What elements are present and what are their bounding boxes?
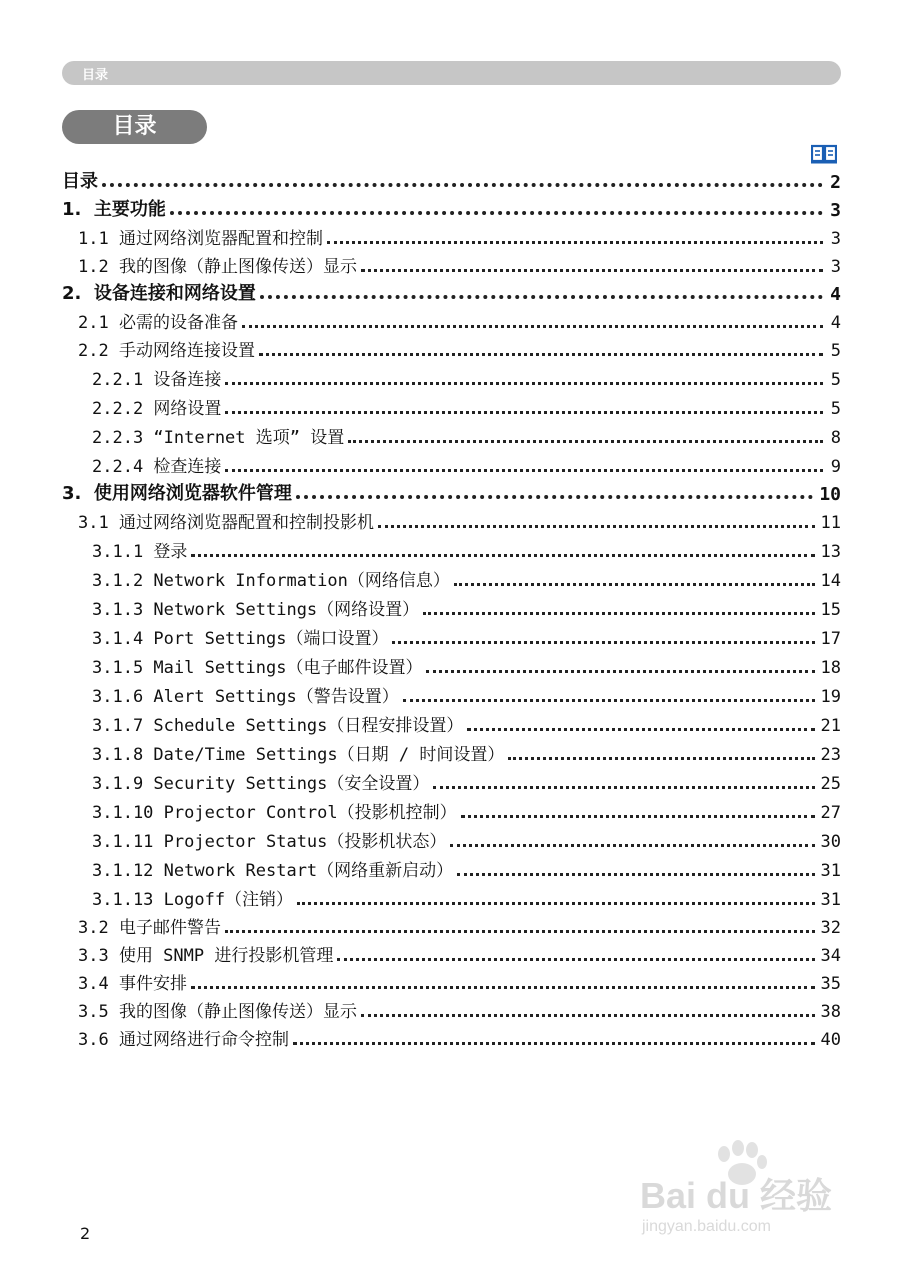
toc-leader-dots	[225, 930, 815, 933]
toc-entry-label: 2.2 手动网络连接设置	[78, 341, 255, 361]
toc-entry-page: 3	[830, 229, 841, 249]
toc-entry[interactable]	[62, 221, 841, 249]
toc-entry-page: 17	[820, 629, 841, 649]
toc-leader-dots	[454, 583, 815, 586]
toc-entry-label: 1.1 通过网络浏览器配置和控制	[78, 229, 323, 249]
toc-entry[interactable]	[62, 620, 841, 649]
toc-entry[interactable]	[62, 591, 841, 620]
toc-entry[interactable]	[62, 938, 841, 966]
toc-leader-dots	[426, 670, 814, 673]
toc-leader-dots	[337, 958, 814, 961]
toc-entry-label: 目录	[62, 171, 98, 192]
toc-entry-label: 3.1.4 Port Settings（端口设置）	[92, 629, 389, 649]
toc-leader-dots	[327, 241, 823, 244]
toc-entry[interactable]	[62, 823, 841, 852]
toc-entry-label: 2.1 必需的设备准备	[78, 313, 238, 333]
toc-entry-page: 2	[830, 172, 841, 193]
header-section-label: 目录	[82, 68, 109, 83]
toc-entry[interactable]	[62, 736, 841, 765]
toc-entry[interactable]	[62, 477, 841, 505]
toc-leader-dots	[170, 211, 823, 215]
toc-entry[interactable]	[62, 277, 841, 305]
toc-entry[interactable]	[62, 305, 841, 333]
toc-entry-page: 4	[830, 313, 841, 333]
toc-entry-page: 38	[820, 1002, 841, 1022]
toc-entry[interactable]	[62, 994, 841, 1022]
toc-entry-page: 21	[820, 716, 841, 736]
toc-entry-page: 9	[830, 457, 841, 477]
toc-entry-label: 2. 设备连接和网络设置	[62, 283, 256, 304]
toc-entry-page: 40	[820, 1030, 841, 1050]
toc-entry-page: 30	[820, 832, 841, 852]
toc-entry[interactable]	[62, 649, 841, 678]
toc-entry-page: 3	[830, 200, 841, 221]
table-of-contents	[62, 165, 841, 1050]
toc-entry-page: 11	[820, 513, 841, 533]
toc-leader-dots	[461, 815, 815, 818]
toc-entry-label: 3.5 我的图像（静止图像传送）显示	[78, 1002, 357, 1022]
toc-entry-page: 25	[820, 774, 841, 794]
toc-entry[interactable]	[62, 361, 841, 390]
watermark	[640, 1140, 840, 1245]
toc-leader-dots	[293, 1042, 815, 1045]
toc-entry-page: 18	[820, 658, 841, 678]
toc-entry-page: 19	[820, 687, 841, 707]
toc-entry-page: 31	[820, 890, 841, 910]
toc-leader-dots	[260, 295, 823, 299]
toc-leader-dots	[102, 183, 823, 187]
toc-entry-label: 3. 使用网络浏览器软件管理	[62, 483, 292, 504]
toc-entry-page: 23	[820, 745, 841, 765]
toc-leader-dots	[242, 325, 823, 328]
toc-entry[interactable]	[62, 794, 841, 823]
toc-entry-page: 31	[820, 861, 841, 881]
toc-leader-dots	[225, 469, 823, 472]
toc-leader-dots	[225, 411, 823, 414]
watermark-main-text: Bai du 经验	[640, 1175, 833, 1216]
toc-entry[interactable]	[62, 333, 841, 361]
toc-leader-dots	[403, 699, 815, 702]
toc-entry[interactable]	[62, 505, 841, 533]
toc-entry-label: 3.1.5 Mail Settings（电子邮件设置）	[92, 658, 423, 678]
toc-leader-dots	[191, 986, 815, 989]
toc-entry-label: 3.1.1 登录	[92, 542, 188, 562]
toc-entry-label: 3.3 使用 SNMP 进行投影机管理	[78, 946, 334, 966]
toc-entry-label: 3.1.11 Projector Status（投影机状态）	[92, 832, 447, 852]
toc-entry[interactable]	[62, 852, 841, 881]
toc-entry[interactable]	[62, 419, 841, 448]
book-icon	[811, 144, 837, 164]
toc-entry-page: 34	[820, 946, 841, 966]
toc-leader-dots	[467, 728, 814, 731]
toc-entry-page: 15	[820, 600, 841, 620]
toc-entry[interactable]	[62, 533, 841, 562]
toc-entry-label: 3.1.10 Projector Control（投影机控制）	[92, 803, 457, 823]
toc-entry-page: 5	[830, 341, 841, 361]
toc-entry[interactable]	[62, 390, 841, 419]
toc-leader-dots	[361, 1014, 815, 1017]
toc-entry-label: 3.1.9 Security Settings（安全设置）	[92, 774, 430, 794]
toc-entry-label: 3.1.8 Date/Time Settings（日期 / 时间设置）	[92, 745, 505, 765]
toc-entry-label: 3.6 通过网络进行命令控制	[78, 1030, 289, 1050]
toc-entry-page: 3	[830, 257, 841, 277]
toc-entry-page: 32	[820, 918, 841, 938]
toc-leader-dots	[423, 612, 814, 615]
toc-entry-label: 3.1.13 Logoff（注销）	[92, 890, 294, 910]
toc-leader-dots	[508, 757, 814, 760]
toc-entry-label: 1. 主要功能	[62, 199, 166, 220]
toc-entry-label: 3.4 事件安排	[78, 974, 187, 994]
toc-entry-page: 8	[830, 428, 841, 448]
toc-entry-label: 2.2.4 检查连接	[92, 457, 222, 477]
toc-entry-page: 5	[830, 370, 841, 390]
header-bar	[62, 61, 841, 85]
toc-leader-dots	[348, 440, 823, 443]
toc-entry-label: 3.1.6 Alert Settings（警告设置）	[92, 687, 399, 707]
toc-leader-dots	[296, 495, 813, 499]
toc-entry-label: 3.1.12 Network Restart（网络重新启动）	[92, 861, 454, 881]
toc-entry-page: 35	[820, 974, 841, 994]
toc-entry-label: 2.2.3 “Internet 选项” 设置	[92, 428, 345, 448]
page-number: 2	[80, 1224, 91, 1243]
toc-leader-dots	[259, 353, 823, 356]
toc-leader-dots	[361, 269, 823, 272]
toc-entry-label: 3.1.7 Schedule Settings（日程安排设置）	[92, 716, 464, 736]
toc-entry-page: 13	[820, 542, 841, 562]
toc-leader-dots	[378, 525, 815, 528]
toc-entry[interactable]	[62, 707, 841, 736]
toc-leader-dots	[450, 844, 814, 847]
toc-entry-page: 27	[820, 803, 841, 823]
toc-entry-label: 2.2.1 设备连接	[92, 370, 222, 390]
toc-entry[interactable]	[62, 678, 841, 707]
toc-entry-label: 3.1.3 Network Settings（网络设置）	[92, 600, 420, 620]
toc-entry-page: 4	[830, 284, 841, 305]
toc-entry[interactable]	[62, 881, 841, 910]
toc-leader-dots	[433, 786, 814, 789]
toc-entry[interactable]	[62, 562, 841, 591]
toc-entry[interactable]	[62, 165, 841, 193]
toc-entry-label: 3.1 通过网络浏览器配置和控制投影机	[78, 513, 374, 533]
watermark-sub-text: jingyan.baidu.com	[642, 1218, 771, 1235]
toc-entry-label: 2.2.2 网络设置	[92, 399, 222, 419]
toc-entry[interactable]	[62, 448, 841, 477]
toc-leader-dots	[225, 382, 823, 385]
toc-entry-page: 14	[820, 571, 841, 591]
toc-entry[interactable]	[62, 1022, 841, 1050]
toc-entry[interactable]	[62, 765, 841, 794]
toc-entry[interactable]	[62, 193, 841, 221]
toc-entry[interactable]	[62, 966, 841, 994]
toc-entry-page: 5	[830, 399, 841, 419]
toc-entry-label: 3.2 电子邮件警告	[78, 918, 221, 938]
toc-leader-dots	[191, 554, 814, 557]
toc-entry-label: 1.2 我的图像（静止图像传送）显示	[78, 257, 357, 277]
toc-leader-dots	[392, 641, 814, 644]
toc-entry[interactable]	[62, 249, 841, 277]
toc-entry-label: 3.1.2 Network Information（网络信息）	[92, 571, 450, 591]
toc-entry-page: 10	[819, 484, 841, 505]
toc-leader-dots	[457, 873, 814, 876]
toc-leader-dots	[297, 902, 814, 905]
page-title: 目录	[62, 110, 207, 144]
toc-entry[interactable]	[62, 910, 841, 938]
